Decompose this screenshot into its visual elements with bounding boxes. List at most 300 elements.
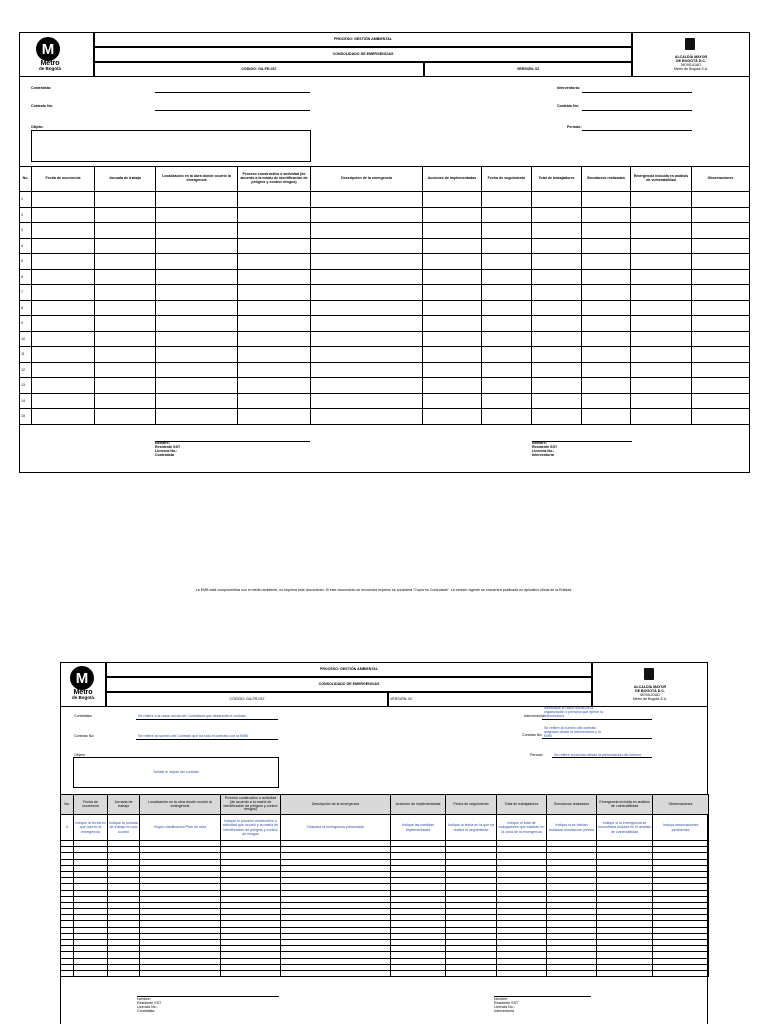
table-cell[interactable] xyxy=(95,254,156,270)
table-row xyxy=(20,254,750,270)
label-contrato: Contrato No: xyxy=(31,104,53,108)
table-cell[interactable] xyxy=(156,223,238,239)
instructions-table xyxy=(60,794,709,977)
col2-no: No. xyxy=(61,795,74,815)
table-cell[interactable] xyxy=(32,362,95,378)
table-cell[interactable] xyxy=(238,331,311,347)
table-cell[interactable] xyxy=(32,378,95,394)
instr-cell-1: Indique la fecha en que ocurrió la emergencia xyxy=(74,815,108,841)
row-number: 4 xyxy=(20,238,32,254)
logo-text xyxy=(28,60,72,72)
table-cell[interactable] xyxy=(582,269,631,285)
table-cell[interactable] xyxy=(631,378,692,394)
table-cell[interactable] xyxy=(32,223,95,239)
table-cell[interactable] xyxy=(32,316,95,332)
table-cell[interactable] xyxy=(238,207,311,223)
table-cell[interactable] xyxy=(532,362,582,378)
table-cell[interactable] xyxy=(482,269,532,285)
table-cell[interactable] xyxy=(482,223,532,239)
header-2-process-text: PROCESO: GESTIÓN AMBIENTAL xyxy=(319,666,379,671)
table2-instruction-row xyxy=(61,815,709,841)
table-cell[interactable] xyxy=(582,300,631,316)
right2-text-1: ALCALDÍA MAYOR xyxy=(633,685,667,689)
table-cell[interactable] xyxy=(423,378,482,394)
table-row xyxy=(20,192,750,208)
table-cell[interactable] xyxy=(423,238,482,254)
table-cell[interactable] xyxy=(582,378,631,394)
field-contratista[interactable] xyxy=(155,92,310,93)
table-cell[interactable] xyxy=(156,331,238,347)
emergencies-table xyxy=(19,166,750,425)
table-cell[interactable] xyxy=(221,970,281,976)
header-2-code-text: CÓDIGO: GA-FR-037 xyxy=(229,696,265,701)
table-cell[interactable] xyxy=(482,207,532,223)
right2-text-3: MOVILIDAD xyxy=(640,693,660,698)
table-cell[interactable] xyxy=(311,347,423,363)
table-row xyxy=(20,347,750,363)
table-cell[interactable] xyxy=(95,362,156,378)
table-row xyxy=(20,378,750,394)
table-header-row xyxy=(20,167,750,192)
sig-left-license: Licencia No.: xyxy=(155,449,178,454)
table-cell[interactable] xyxy=(238,269,311,285)
table-cell[interactable] xyxy=(311,207,423,223)
table-cell[interactable] xyxy=(32,393,95,409)
table-cell[interactable] xyxy=(582,362,631,378)
table-row xyxy=(20,393,750,409)
table-cell[interactable] xyxy=(631,285,692,301)
table-cell[interactable] xyxy=(482,409,532,425)
table-cell[interactable] xyxy=(311,285,423,301)
table-cell[interactable] xyxy=(692,300,750,316)
table-cell[interactable] xyxy=(238,409,311,425)
table-cell[interactable] xyxy=(692,409,750,425)
label-contratista: Contratista: xyxy=(31,86,52,90)
field2-contratista[interactable] xyxy=(136,719,278,720)
hint-contrato-no: Se refiere al número del contrato asignado desde la interventoría y la EMB xyxy=(544,726,601,739)
table-cell[interactable] xyxy=(692,269,750,285)
label2-objeto: Objeto: xyxy=(74,753,86,757)
table-cell[interactable] xyxy=(482,378,532,394)
table-row xyxy=(20,316,750,332)
table-cell[interactable] xyxy=(532,207,582,223)
table-cell[interactable] xyxy=(238,362,311,378)
table-cell[interactable] xyxy=(692,347,750,363)
instr-cell-0: 1 xyxy=(61,815,74,841)
label2-contratista: Contratista: xyxy=(74,714,93,718)
table-cell[interactable] xyxy=(482,192,532,208)
table-cell[interactable] xyxy=(423,409,482,425)
metro-logo-icon-2: M xyxy=(70,666,94,690)
table-cell[interactable] xyxy=(692,393,750,409)
table-cell[interactable] xyxy=(95,223,156,239)
table-cell[interactable] xyxy=(582,331,631,347)
table-cell[interactable] xyxy=(532,378,582,394)
label-contrato-no: Contrato No: xyxy=(557,104,579,108)
table-cell[interactable] xyxy=(631,393,692,409)
label-interventoria: Interventoría: xyxy=(557,86,580,90)
label-objeto: Objeto: xyxy=(31,125,44,129)
table-cell[interactable] xyxy=(532,269,582,285)
col-fecha: Fecha de ocurrencia xyxy=(32,167,95,192)
signature-left xyxy=(155,441,180,458)
sig2-right-license: Licencia No.: xyxy=(494,1005,515,1010)
table-cell[interactable] xyxy=(631,409,692,425)
table-cell[interactable] xyxy=(238,378,311,394)
row-number: 11 xyxy=(20,347,32,363)
table-cell[interactable] xyxy=(423,316,482,332)
table-cell[interactable] xyxy=(532,409,582,425)
field2-contrato[interactable] xyxy=(136,739,278,740)
table-row xyxy=(20,331,750,347)
table-cell[interactable] xyxy=(238,192,311,208)
table-cell[interactable] xyxy=(156,300,238,316)
header-1-code-text: CÓDIGO: GA-FR-037 xyxy=(241,66,277,71)
col-vulnerabilidad: Emergencia incluida en análisis de vulnerabilidad xyxy=(631,167,692,192)
table-cell[interactable] xyxy=(653,970,709,976)
table-cell[interactable] xyxy=(582,207,631,223)
table-cell[interactable] xyxy=(423,393,482,409)
table-cell[interactable] xyxy=(532,347,582,363)
col-acciones: Acciones de implementadas xyxy=(423,167,482,192)
sig-right-role: Residente SST xyxy=(532,445,558,450)
field2-periodo[interactable] xyxy=(552,757,652,758)
instr-cell-4: Indique el proceso constructivo o actividad que ocurrió y la matriz de identificación de peligros y control de riesgos xyxy=(221,815,281,841)
table-cell[interactable] xyxy=(532,300,582,316)
col2-vulnerabilidad: Emergencia incluida en análisis de vulnerabilidad xyxy=(597,795,653,815)
col2-simulacros: Simulacros realizados xyxy=(547,795,597,815)
table-cell[interactable] xyxy=(631,238,692,254)
table-cell[interactable] xyxy=(482,316,532,332)
table-cell[interactable] xyxy=(156,362,238,378)
table-cell[interactable] xyxy=(692,316,750,332)
col-trabajadores: Total de trabajadores xyxy=(532,167,582,192)
table-cell[interactable] xyxy=(423,285,482,301)
row-number: 5 xyxy=(20,254,32,270)
table-cell[interactable] xyxy=(423,207,482,223)
table-cell[interactable] xyxy=(95,300,156,316)
sig-left-role: Residente SST xyxy=(155,445,181,450)
table-cell[interactable] xyxy=(482,300,532,316)
table-cell[interactable] xyxy=(95,393,156,409)
sig-left-party: Contratista xyxy=(155,453,174,458)
table-cell[interactable] xyxy=(156,409,238,425)
table-cell[interactable] xyxy=(95,238,156,254)
table-cell[interactable] xyxy=(631,269,692,285)
table-cell[interactable] xyxy=(423,254,482,270)
col-observaciones: Observaciones xyxy=(692,167,750,192)
table-cell[interactable] xyxy=(156,254,238,270)
col-no: No. xyxy=(20,167,32,192)
table-row xyxy=(20,207,750,223)
table-cell[interactable] xyxy=(108,970,140,976)
table-cell[interactable] xyxy=(497,970,547,976)
table-cell[interactable] xyxy=(692,254,750,270)
table-cell[interactable] xyxy=(532,254,582,270)
table-cell[interactable] xyxy=(140,970,221,976)
hint-periodo: Se refiere al periodo desde la presentación del informe xyxy=(554,753,642,757)
col2-trabajadores: Total de trabajadores xyxy=(497,795,547,815)
table-cell[interactable] xyxy=(95,347,156,363)
table-cell[interactable] xyxy=(582,254,631,270)
table-cell[interactable] xyxy=(238,223,311,239)
table-row xyxy=(61,970,709,976)
table-cell[interactable] xyxy=(311,362,423,378)
right-text-1: ALCALDÍA MAYOR xyxy=(674,55,708,59)
table-cell[interactable] xyxy=(597,970,653,976)
field-contrato-no[interactable] xyxy=(582,110,692,111)
table-cell[interactable] xyxy=(311,254,423,270)
table-cell[interactable] xyxy=(95,207,156,223)
table-cell[interactable] xyxy=(238,254,311,270)
col2-acciones: Acciones de implementadas xyxy=(391,795,446,815)
table-cell[interactable] xyxy=(532,316,582,332)
table-cell[interactable] xyxy=(32,192,95,208)
header-2-title-text: CONSOLIDADO DE EMERGENCIAS xyxy=(318,681,380,686)
table-cell[interactable] xyxy=(631,223,692,239)
table-cell[interactable] xyxy=(692,223,750,239)
table-cell[interactable] xyxy=(631,192,692,208)
table-cell[interactable] xyxy=(582,316,631,332)
table-cell[interactable] xyxy=(482,331,532,347)
instr-cell-7: Indique la fecha en la que se realizó el seguimiento xyxy=(446,815,497,841)
table-cell[interactable] xyxy=(74,970,108,976)
table-cell[interactable] xyxy=(391,970,446,976)
bogota-crest-icon xyxy=(685,38,695,50)
table-cell[interactable] xyxy=(311,223,423,239)
table-row xyxy=(20,300,750,316)
table-cell[interactable] xyxy=(32,238,95,254)
table-cell[interactable] xyxy=(423,331,482,347)
table-cell[interactable] xyxy=(156,192,238,208)
col2-jornada: Jornada de trabajo xyxy=(108,795,140,815)
table-cell[interactable] xyxy=(532,192,582,208)
table-cell[interactable] xyxy=(32,285,95,301)
right2-text-4: Metro de Bogotá S.A. xyxy=(632,697,668,702)
table-cell[interactable] xyxy=(156,316,238,332)
table-cell[interactable] xyxy=(482,393,532,409)
table-cell[interactable] xyxy=(32,269,95,285)
row-number: 7 xyxy=(20,285,32,301)
field-periodo[interactable] xyxy=(582,130,692,131)
table-cell[interactable] xyxy=(238,347,311,363)
table-cell[interactable] xyxy=(311,192,423,208)
table-cell[interactable] xyxy=(547,970,597,976)
row-number: 1 xyxy=(20,192,32,208)
header-2-version xyxy=(388,692,592,707)
table-cell[interactable] xyxy=(482,285,532,301)
table-cell[interactable] xyxy=(482,362,532,378)
table-cell[interactable] xyxy=(95,331,156,347)
table-cell[interactable] xyxy=(32,300,95,316)
table-cell[interactable] xyxy=(311,331,423,347)
table-cell[interactable] xyxy=(156,238,238,254)
table-cell[interactable] xyxy=(423,362,482,378)
field-contrato[interactable] xyxy=(155,110,310,111)
instr-cell-5: Describa la emergencia presentada xyxy=(281,815,391,841)
table-cell[interactable] xyxy=(156,347,238,363)
signature-right xyxy=(532,441,557,458)
instr-cell-9: Indique si se habían realizado simulacros previos xyxy=(547,815,597,841)
table-cell[interactable] xyxy=(95,192,156,208)
table-cell[interactable] xyxy=(311,316,423,332)
label2-contrato: Contrato No: xyxy=(74,734,95,738)
table-cell[interactable] xyxy=(631,207,692,223)
table-cell[interactable] xyxy=(32,207,95,223)
logo-text-2-1: Metro xyxy=(73,689,93,696)
table-cell[interactable] xyxy=(582,192,631,208)
label2-contrato-no: Contrato No: xyxy=(522,733,543,737)
table-cell[interactable] xyxy=(423,269,482,285)
table-cell[interactable] xyxy=(692,238,750,254)
table-cell[interactable] xyxy=(238,300,311,316)
col-proceso: Proceso constructivo o actividad (de acuerdo a la matriz de identificación de peligros y control riesgos) xyxy=(238,167,311,192)
table-row xyxy=(20,269,750,285)
right-text-4: Metro de Bogotá S.A. xyxy=(673,67,709,72)
col-localizacion: Localización en la obra donde ocurrió la emergencia xyxy=(156,167,238,192)
table-cell[interactable] xyxy=(631,362,692,378)
table-row xyxy=(20,362,750,378)
row-number: 6 xyxy=(20,269,32,285)
table-cell[interactable] xyxy=(631,331,692,347)
table-cell[interactable] xyxy=(692,207,750,223)
table-cell[interactable] xyxy=(32,331,95,347)
table-cell[interactable] xyxy=(281,970,391,976)
row-number: 3 xyxy=(20,223,32,239)
row-number: 8 xyxy=(20,300,32,316)
instr-cell-6: Indique las medidas implementadas xyxy=(391,815,446,841)
field2-interventoria[interactable] xyxy=(542,719,652,720)
instr-cell-8: Indique el total de trabajadores que estaban en la zona de la emergencia xyxy=(497,815,547,841)
row-number: 12 xyxy=(20,362,32,378)
sig-right-party: Interventoría xyxy=(532,453,554,458)
footer-note: La EMB está comprometida con el medio ambiente, no imprima este documento. Si este documento se encuentra impreso se considera "Copia no Controlada". La versión vigente se encuentra publicada en aplicativo oficial de la Entidad. xyxy=(195,588,573,592)
table-cell[interactable] xyxy=(311,269,423,285)
right-text-2: DE BOGOTÁ D.C. xyxy=(676,59,706,64)
table-cell[interactable] xyxy=(631,347,692,363)
table-cell[interactable] xyxy=(238,238,311,254)
table-cell[interactable] xyxy=(532,393,582,409)
table-cell[interactable] xyxy=(631,254,692,270)
col-jornada: Jornada de trabajo xyxy=(95,167,156,192)
sig2-left-name: Nombre: xyxy=(137,997,151,1001)
table-cell[interactable] xyxy=(582,223,631,239)
table-cell[interactable] xyxy=(311,409,423,425)
header-1-right-text xyxy=(632,55,750,72)
table-cell[interactable] xyxy=(238,316,311,332)
table-cell[interactable] xyxy=(156,269,238,285)
table-cell[interactable] xyxy=(238,393,311,409)
table-cell[interactable] xyxy=(156,207,238,223)
col-simulacros: Simulacros realizados xyxy=(582,167,631,192)
table-cell[interactable] xyxy=(692,331,750,347)
row-number: 14 xyxy=(20,393,32,409)
col2-localizacion: Localización en la obra donde ocurrió la emergencia xyxy=(140,795,221,815)
col2-proceso: Proceso constructivo o actividad (de acuerdo a la matriz de identificación de peligros y control riesgos) xyxy=(221,795,281,815)
signature2-left xyxy=(137,997,161,1014)
sig2-left-role: Residente SST xyxy=(137,1001,162,1006)
col2-fecha: Fecha de ocurrencia xyxy=(74,795,108,815)
table-cell[interactable] xyxy=(423,300,482,316)
table-cell[interactable] xyxy=(311,378,423,394)
table-cell[interactable] xyxy=(311,393,423,409)
table-cell[interactable] xyxy=(482,238,532,254)
table-cell[interactable] xyxy=(95,269,156,285)
table-cell[interactable] xyxy=(631,300,692,316)
table-cell[interactable] xyxy=(482,254,532,270)
table-cell[interactable] xyxy=(423,223,482,239)
metro-logo-icon: M xyxy=(36,37,60,61)
sig2-right-party: Interventoría xyxy=(494,1009,515,1014)
table-cell[interactable] xyxy=(582,347,631,363)
hint-interventoria: Identifique la razón social de la organización o persona que ejerce la interventoría xyxy=(544,706,603,719)
table-cell[interactable] xyxy=(692,378,750,394)
col2-descripcion: Descripción de la emergencia xyxy=(281,795,391,815)
table-cell[interactable] xyxy=(582,393,631,409)
sig2-right-role: Residente SST xyxy=(494,1001,519,1006)
table-cell[interactable] xyxy=(423,347,482,363)
sig-right-license: Licencia No.: xyxy=(532,449,555,454)
table-cell[interactable] xyxy=(532,285,582,301)
field-interventoria[interactable] xyxy=(582,92,692,93)
table-cell[interactable] xyxy=(631,316,692,332)
table-cell[interactable] xyxy=(156,285,238,301)
label-periodo: Periodo: xyxy=(567,125,582,129)
row-number: 13 xyxy=(20,378,32,394)
signature2-right xyxy=(494,997,518,1014)
table-cell[interactable] xyxy=(311,238,423,254)
row-number: 15 xyxy=(20,409,32,425)
table-cell[interactable] xyxy=(156,393,238,409)
table-cell[interactable] xyxy=(532,223,582,239)
table-cell[interactable] xyxy=(61,970,74,976)
table-cell[interactable] xyxy=(32,409,95,425)
table-cell[interactable] xyxy=(95,378,156,394)
instr-cell-3: Según clasificación Plan de obra xyxy=(140,815,221,841)
instr-cell-10: Indique si la emergencia se encontraba incluida en el análisis de vulnerabilidad xyxy=(597,815,653,841)
table-cell[interactable] xyxy=(532,238,582,254)
bogota-crest-icon-2 xyxy=(644,668,654,680)
instr-cell-2: Indique la jornada de trabajo en que ocurrió xyxy=(108,815,140,841)
hint-objeto: Señale el objeto del contrato xyxy=(153,770,199,774)
sig2-left-license: Licencia No.: xyxy=(137,1005,158,1010)
table-cell[interactable] xyxy=(423,192,482,208)
table-cell[interactable] xyxy=(311,300,423,316)
label2-periodo: Periodo: xyxy=(530,753,544,757)
sig-left-name: Nombre: xyxy=(155,441,170,445)
table-cell[interactable] xyxy=(95,409,156,425)
table-cell[interactable] xyxy=(156,378,238,394)
table-cell[interactable] xyxy=(95,285,156,301)
table-cell[interactable] xyxy=(582,285,631,301)
header-2-right-text xyxy=(592,685,708,702)
table-cell[interactable] xyxy=(692,362,750,378)
sig2-left-party: Contratista xyxy=(137,1009,155,1014)
table-cell[interactable] xyxy=(692,285,750,301)
field-objeto[interactable] xyxy=(31,130,311,162)
table-cell[interactable] xyxy=(238,285,311,301)
table-cell[interactable] xyxy=(532,331,582,347)
table-cell[interactable] xyxy=(95,316,156,332)
table-cell[interactable] xyxy=(582,238,631,254)
logo-text-page-2 xyxy=(60,689,106,701)
table-cell[interactable] xyxy=(692,192,750,208)
table-cell[interactable] xyxy=(32,254,95,270)
table-cell[interactable] xyxy=(446,970,497,976)
table-cell[interactable] xyxy=(482,347,532,363)
table-cell[interactable] xyxy=(32,347,95,363)
table-cell[interactable] xyxy=(582,409,631,425)
